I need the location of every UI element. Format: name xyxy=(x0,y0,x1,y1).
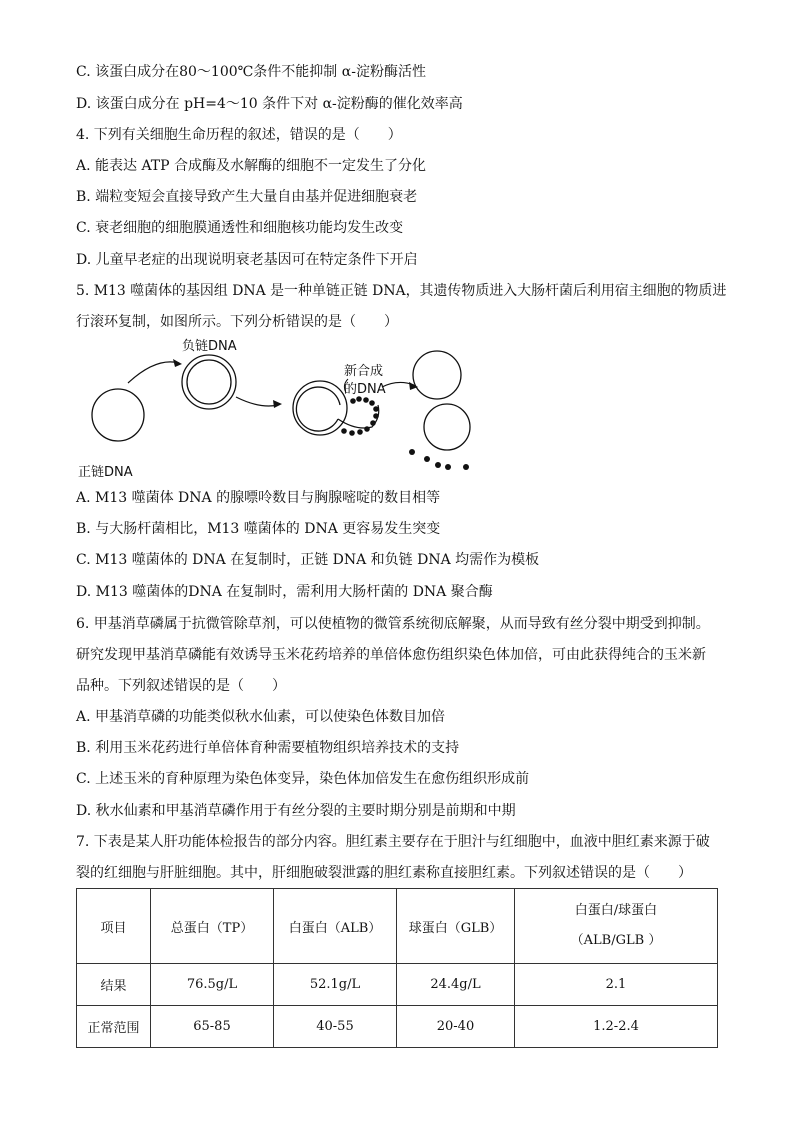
question-5-stem-line1: 5. M13 噬菌体的基因组 DNA 是一种单链正链 DNA，其遗传物质进入大肠杆菌后利用宿主细胞的物质进 xyxy=(76,283,727,299)
header-item: 项目 xyxy=(77,889,151,964)
arrow-2 xyxy=(236,397,278,406)
product-circle-bottom xyxy=(424,404,470,450)
rolling-circle-replication-figure xyxy=(76,335,476,477)
nucleotide-dot xyxy=(463,464,469,470)
table-cell: 结果 xyxy=(77,964,151,1006)
header-total-protein: 总蛋白（TP） xyxy=(151,889,274,964)
header-ratio-line1: 白蛋白/球蛋白 xyxy=(574,903,658,918)
nucleotide-dot xyxy=(435,462,441,468)
question-5-stem-line2: 行滚环复制，如图所示。下列分析错误的是（ ） xyxy=(76,314,398,330)
nucleotide-dot xyxy=(349,430,355,436)
table-header-row xyxy=(77,889,718,964)
option-c-q5: C. M13 噬菌体的 DNA 在复制时，正链 DNA 和负链 DNA 均需作为模板 xyxy=(76,552,540,568)
table-row xyxy=(77,1006,718,1048)
arrow-1-head xyxy=(173,359,182,367)
option-c-q3: C. 该蛋白成分在80～100℃条件不能抑制 α-淀粉酶活性 xyxy=(76,64,426,80)
arrow-2-head xyxy=(273,400,282,408)
table-cell: 20-40 xyxy=(397,1006,515,1048)
nucleotide-dot xyxy=(363,397,369,403)
table-cell: 1.2-2.4 xyxy=(515,1006,718,1048)
option-d-q4: D. 儿童早老症的出现说明衰老基因可在特定条件下开启 xyxy=(76,252,418,268)
nucleotide-dot xyxy=(341,428,347,434)
replicating-inner-arc xyxy=(296,387,340,431)
header-ratio xyxy=(515,889,718,964)
product-circle-top xyxy=(413,351,461,399)
option-c-q4: C. 衰老细胞的细胞膜通透性和细胞核功能均发生改变 xyxy=(76,220,404,236)
option-a-q6: A. 甲基消草磷的功能类似秋水仙素，可以使染色体数目加倍 xyxy=(76,709,446,725)
table-cell: 40-55 xyxy=(274,1006,397,1048)
positive-strand-circle xyxy=(92,389,144,441)
arrow-1 xyxy=(128,362,179,383)
nucleotide-dot xyxy=(364,426,370,432)
nucleotide-dot xyxy=(424,456,430,462)
table-cell: 24.4g/L xyxy=(397,964,515,1006)
question-6-stem-line3: 品种。下列叙述错误的是（ ） xyxy=(76,678,286,694)
negative-strand-label: 负链DNA xyxy=(182,339,237,354)
table-cell: 正常范围 xyxy=(77,1006,151,1048)
option-b-q5: B. 与大肠杆菌相比，M13 噬菌体的 DNA 更容易发生突变 xyxy=(76,521,441,537)
option-d-q6: D. 秋水仙素和甲基消草磷作用于有丝分裂的主要时期分别是前期和中期 xyxy=(76,803,516,819)
header-ratio-line2: （ALB/GLB ） xyxy=(570,933,662,948)
nucleotide-dot xyxy=(357,429,363,435)
header-globulin: 球蛋白（GLB） xyxy=(397,889,515,964)
table-cell: 65-85 xyxy=(151,1006,274,1048)
option-a-q5: A. M13 噬菌体 DNA 的腺嘌呤数目与胸腺嘧啶的数目相等 xyxy=(76,490,441,506)
nucleotide-dot xyxy=(445,464,451,470)
table-row xyxy=(77,964,718,1006)
option-a-q4: A. 能表达 ATP 合成酶及水解酶的细胞不一定发生了分化 xyxy=(76,158,427,174)
new-dna-label-line2: 的DNA xyxy=(344,382,386,397)
nucleotide-dot xyxy=(370,420,376,426)
positive-strand-label: 正链DNA xyxy=(78,465,133,477)
option-b-q4: B. 端粒变短会直接导致产生大量自由基并促进细胞衰老 xyxy=(76,189,418,205)
question-6-stem-line2: 研究发现甲基消草磷能有效诱导玉米花药培养的单倍体愈伤组织染色体加倍，可由此获得纯合的玉米新 xyxy=(76,647,706,663)
replicating-outer-circle xyxy=(293,381,347,435)
question-7-stem-line2: 裂的红细胞与肝脏细胞。其中，肝细胞破裂泄露的胆红素称直接胆红素。下列叙述错误的是（ ） xyxy=(76,865,692,881)
new-dna-label-line1: 新合成 xyxy=(344,364,384,379)
double-strand-outer-circle xyxy=(182,355,236,409)
option-d-q5: D. M13 噬菌体的DNA 在复制时，需利用大肠杆菌的 DNA 聚合酶 xyxy=(76,584,493,600)
question-4-stem: 4. 下列有关细胞生命历程的叙述，错误的是（ ） xyxy=(76,127,402,143)
nucleotide-dot xyxy=(350,398,356,404)
option-c-q6: C. 上述玉米的育种原理为染色体变异，染色体加倍发生在愈伤组织形成前 xyxy=(76,771,530,787)
header-albumin: 白蛋白（ALB） xyxy=(274,889,397,964)
table-cell: 76.5g/L xyxy=(151,964,274,1006)
nucleotide-dot xyxy=(373,406,379,412)
nucleotide-dot xyxy=(356,396,362,402)
double-strand-inner-circle xyxy=(187,360,231,404)
liver-function-table xyxy=(76,888,718,1048)
free-nucleotides xyxy=(409,449,469,470)
question-7-stem-line1: 7. 下表是某人肝功能体检报告的部分内容。胆红素主要存在于胆汁与红细胞中，血液中胆红素来源于破 xyxy=(76,834,710,850)
option-d-q3: D. 该蛋白成分在 pH=4～10 条件下对 α-淀粉酶的催化效率高 xyxy=(76,96,463,112)
nucleotide-dot xyxy=(409,449,415,455)
option-b-q6: B. 利用玉米花药进行单倍体育种需要植物组织培养技术的支持 xyxy=(76,740,460,756)
nucleotide-dot xyxy=(373,413,379,419)
question-6-stem-line1: 6. 甲基消草磷属于抗微管除草剂，可以使植物的微管系统彻底解聚，从而导致有丝分裂中期受到抑制。 xyxy=(76,616,710,632)
table-cell: 2.1 xyxy=(515,964,718,1006)
nucleotide-dot xyxy=(369,400,375,406)
table-cell: 52.1g/L xyxy=(274,964,397,1006)
